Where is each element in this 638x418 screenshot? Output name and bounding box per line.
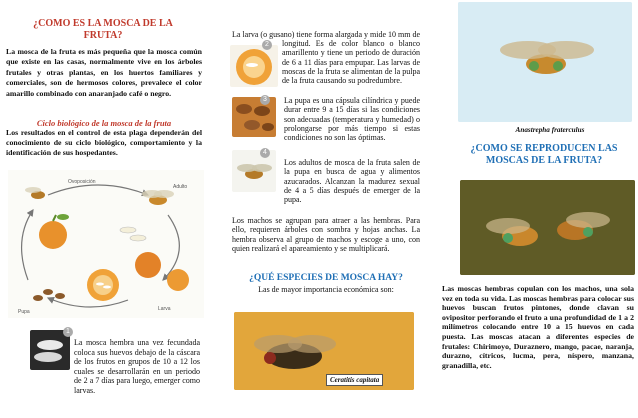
egg-text: La mosca hembra una vez fecundada coloca sus huevos debajo de la cáscara de los frutos en grupos de 10 a 12 los cuales se desarrollarán en un periodo de 2 a 7 días para luego, emerger como larvas. xyxy=(74,338,200,395)
cycle-title: Ciclo biológico de la mosca de la fruta xyxy=(36,118,172,128)
adult-text: Los adultos de mosca de la fruta salen de la pupa en busca de agua y alimentos azucarados. Alcanzan la madurez sexual de 4 a 5 días después de emerger de la pupa. xyxy=(284,158,420,205)
pupa-photo xyxy=(232,97,276,137)
males-text: Los machos se agrupan para atraer a las hembras. Para ello, requieren árboles con sombra y hojas anchas. La hembra observa al grupo de machos y escoge a uno, con quien realizará el apareamiento y se multiplicará. xyxy=(232,216,420,253)
step-number-3: 3 xyxy=(260,95,270,105)
panel-middle xyxy=(212,0,426,418)
fruit-cut-icon xyxy=(87,269,119,301)
mating-flies-photo xyxy=(460,180,635,275)
repro-text: Las moscas hembras copulan con los machos, una sola vez en toda su vida. Las moscas hembras para colocar sus huevos buscan frutos pintones, donde clavan su ovipositor perforando el fruto a una profundidad de 1 a 2 milímetros colocando entre 10 a 15 huevos en cada puesta. Las moscas atacan a diferentes especies de frutales: Chirimoyo, Duraznero, mango, pacae, naranja, durazno, cítricos, lucma, pera, níspero, manzana, granadilla, etc. xyxy=(442,284,634,370)
anastrepha-photo xyxy=(458,2,632,122)
step-number-4: 4 xyxy=(260,148,270,158)
cycle-label-adult: Adulto xyxy=(173,184,188,190)
step-number-2: 2 xyxy=(262,40,272,50)
cycle-label-pupa: Pupa xyxy=(18,309,30,315)
ceratitis-caption: Ceratitis capitata xyxy=(326,374,383,386)
step-number-1: 1 xyxy=(63,327,73,337)
ceratitis-photo xyxy=(234,312,414,390)
adult-photo xyxy=(232,150,276,192)
panel1-intro: La mosca de la fruta es más pequeña que la mosca común que existe en las casas, normalmente vive en los árboles frutales y otras plantas, en los huertos familiares y comerciales, son de hermosos colores, prevalece el color amarillo combinado con anaranjado café o negro. xyxy=(6,47,202,98)
species-title: ¿QUÉ ESPECIES DE MOSCA HAY? xyxy=(249,273,403,283)
repro-title: ¿COMO SE REPRODUCEN LAS MOSCAS DE LA FRUTA? xyxy=(470,143,618,166)
life-cycle-diagram xyxy=(8,170,204,318)
cycle-label-ovoposition: Ovoposición xyxy=(68,179,96,185)
larva-text: La larva (o gusano) tiene forma alargada y mide 10 mm de longitud. Es de color blanco o blanco amarillento y tiene un periodo de duración de 6 a 11 días para empupar. Las larvas de moscas de la fruta se alimentan de la pulpa de la fruta causando su podredumbre. xyxy=(232,30,421,86)
cycle-label-larva: Larva xyxy=(158,306,171,312)
anastrepha-caption: Anastrepha fraterculus xyxy=(515,126,585,134)
larva-text-block xyxy=(232,30,420,85)
pupa-text: La pupa es una cápsula cilíndrica y puede durar entre 9 a 15 días si las condiciones son adecuadas (temperatura y humedad) o prolongarse por más tiempo si estas condiciones no son las óptimas. xyxy=(284,96,420,143)
cycle-text: Los resultados en el control de esta plaga dependerán del conocimiento de su ciclo biológico, comportamiento y la identificación de sus hospedantes. xyxy=(6,128,202,158)
panel1-title: ¿COMO ES LA MOSCA DE LA FRUTA? xyxy=(33,18,173,41)
panel-right xyxy=(430,0,638,418)
panel-left xyxy=(0,0,207,418)
species-subtitle: Las de mayor importancia económica son: xyxy=(258,285,394,294)
